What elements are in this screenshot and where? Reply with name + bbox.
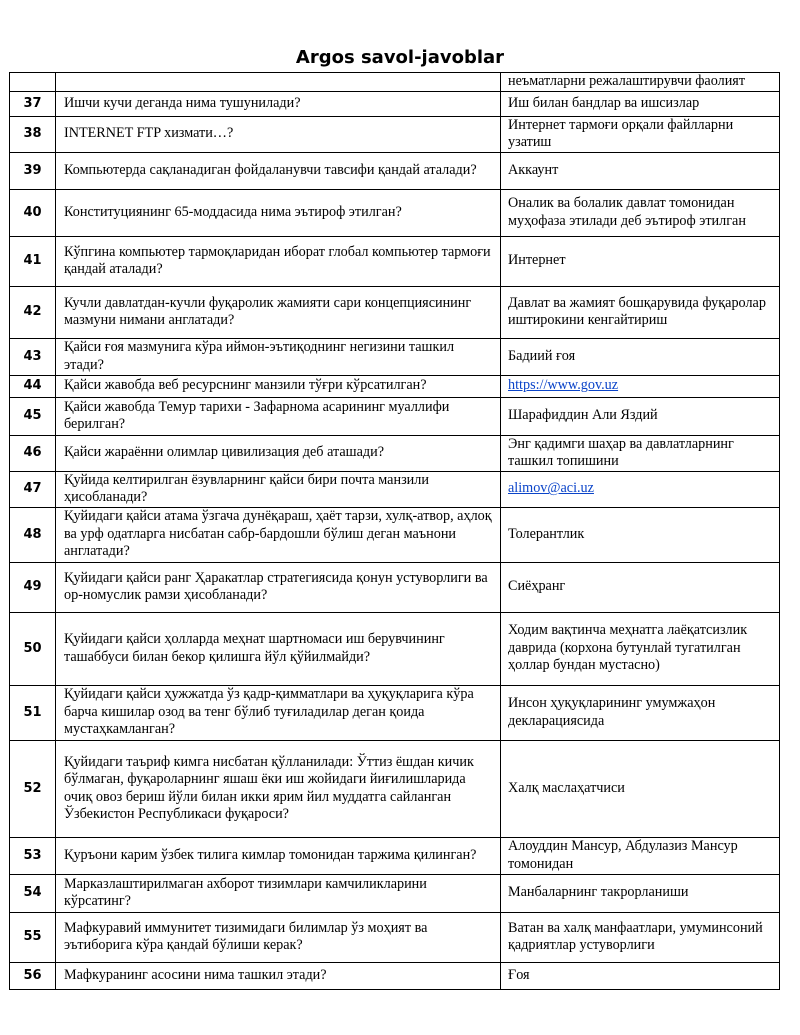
answer-cell: Шарафиддин Али Яздий	[501, 397, 780, 435]
question-text: Мафкуравий иммунитет тизимидаги билимлар ўз моҳият ва эътиборига кўра қандай бўлиши керак?	[56, 912, 501, 962]
question-number	[10, 73, 56, 92]
table-row	[10, 912, 780, 962]
qa-table-body	[10, 73, 780, 990]
question-text: Қуйидаги таъриф кимга нисбатан қўлланилади: Ўттиз ёшдан кичик бўлмаган, фуқароларнинг яшаш ёки иш жойидаги йиғилишларида очиқ овоз бериш йўли билан икки ярим йил муддатга сайланган Ўзбекистон Республикаси фуқароси?	[56, 740, 501, 837]
question-number: 38	[10, 116, 56, 152]
table-row	[10, 397, 780, 435]
question-text: Қайси жараённи олимлар цивилизация деб аташади?	[56, 435, 501, 471]
question-text: Марказлаштирилмаган ахборот тизимлари камчиликларини кўрсатинг?	[56, 874, 501, 912]
answer-cell: Ватан ва халқ манфаатлари, умуминсоний қадриятлар устуворлиги	[501, 912, 780, 962]
question-text: Қуйида келтирилган ёзувларнинг қайси бири почта манзили ҳисобланади?	[56, 471, 501, 507]
question-number: 46	[10, 435, 56, 471]
question-text: INTERNET FTP хизмати…?	[56, 116, 501, 152]
question-number: 43	[10, 338, 56, 375]
question-text: Кучли давлатдан-кучли фуқаролик жамияти сари концепциясининг мазмуни нимани англатади?	[56, 286, 501, 338]
table-row	[10, 685, 780, 740]
answer-cell: Манбаларнинг такрорланиши	[501, 874, 780, 912]
table-row	[10, 375, 780, 397]
answer-cell: Халқ маслаҳатчиси	[501, 740, 780, 837]
question-number: 53	[10, 837, 56, 874]
question-number: 48	[10, 507, 56, 562]
question-number: 51	[10, 685, 56, 740]
question-text: Қуйидаги қайси ҳужжатда ўз қадр-қимматлари ва ҳуқуқларига кўра барча кишилар озод ва тенг бўлиб туғиладилар деган қоида мустаҳкамланган?	[56, 685, 501, 740]
question-text: Қуйидаги қайси ҳолларда меҳнат шартномаси иш берувчининг ташаббуси билан бекор қилишга йўл қўйилмайди?	[56, 612, 501, 685]
answer-cell: Алоуддин Мансур, Абдулазиз Мансур томонидан	[501, 837, 780, 874]
table-row	[10, 236, 780, 286]
qa-table	[9, 72, 780, 990]
answer-cell: Давлат ва жамият бошқарувида фуқаролар иштирокини кенгайтириш	[501, 286, 780, 338]
table-row	[10, 116, 780, 152]
table-row	[10, 152, 780, 189]
answer-link[interactable]: https://www.gov.uz	[508, 377, 619, 394]
table-row	[10, 562, 780, 612]
table-row	[10, 286, 780, 338]
table-row	[10, 189, 780, 236]
table-row	[10, 874, 780, 912]
question-number: 45	[10, 397, 56, 435]
question-text: Қуйидаги қайси ранг Ҳаракатлар стратегиясида қонун устуворлиги ва ор-номуслик рамзи ҳисобланади?	[56, 562, 501, 612]
table-row	[10, 91, 780, 116]
answer-cell: Интернет	[501, 236, 780, 286]
question-text: Ишчи кучи деганда нима тушунилади?	[56, 91, 501, 116]
answer-cell: Иш билан бандлар ва ишсизлар	[501, 91, 780, 116]
question-number: 47	[10, 471, 56, 507]
table-row	[10, 837, 780, 874]
answer-cell: Интернет тармоғи орқали файлларни узатиш	[501, 116, 780, 152]
table-row	[10, 73, 780, 92]
answer-cell	[501, 471, 780, 507]
table-row	[10, 338, 780, 375]
table-row	[10, 435, 780, 471]
question-number: 55	[10, 912, 56, 962]
answer-cell: Инсон ҳуқуқларининг умумжаҳон декларациясида	[501, 685, 780, 740]
question-number: 39	[10, 152, 56, 189]
question-number: 52	[10, 740, 56, 837]
question-text: Қайси жавобда веб ресурснинг манзили тўғри кўрсатилган?	[56, 375, 501, 397]
answer-cell: Сиёҳранг	[501, 562, 780, 612]
answer-cell: Аккаунт	[501, 152, 780, 189]
question-text: Конституциянинг 65-моддасида нима эътироф этилган?	[56, 189, 501, 236]
question-text: Қайси жавобда Темур тарихи - Зафарнома асарининг муаллифи берилган?	[56, 397, 501, 435]
question-number: 44	[10, 375, 56, 397]
question-number: 42	[10, 286, 56, 338]
table-row	[10, 507, 780, 562]
question-text: Қуйидаги қайси атама ўзгача дунёқараш, ҳаёт тарзи, хулқ-атвор, аҳлоқ ва урф одатларга нисбатан сабр-бардошли бўлиш деган маънони англатади?	[56, 507, 501, 562]
answer-cell: неъматларни режалаштирувчи фаолият	[501, 73, 780, 92]
answer-cell: Ходим вақтинча меҳнатга лаёқатсизлик даврида (корхона бутунлай тугатилган ҳоллар бундан мустасно)	[501, 612, 780, 685]
question-number: 50	[10, 612, 56, 685]
question-text	[56, 73, 501, 92]
question-text: Кўпгина компьютер тармоқларидан иборат глобал компьютер тармоғи қандай аталади?	[56, 236, 501, 286]
page-title: Argos savol-javoblar	[295, 47, 505, 68]
question-number: 40	[10, 189, 56, 236]
table-row	[10, 612, 780, 685]
answer-cell	[501, 375, 780, 397]
question-number: 56	[10, 962, 56, 989]
answer-cell: Оналик ва болалик давлат томонидан муҳофаза этилади деб эътироф этилган	[501, 189, 780, 236]
question-text: Қуръони карим ўзбек тилига кимлар томонидан таржима қилинган?	[56, 837, 501, 874]
question-number: 54	[10, 874, 56, 912]
answer-cell: Ғоя	[501, 962, 780, 989]
question-text: Қайси ғоя мазмунига кўра иймон-эътиқоднинг негизини ташкил этади?	[56, 338, 501, 375]
table-row	[10, 471, 780, 507]
question-number: 49	[10, 562, 56, 612]
table-row	[10, 962, 780, 989]
question-number: 41	[10, 236, 56, 286]
question-text: Мафкуранинг асосини нима ташкил этади?	[56, 962, 501, 989]
table-row	[10, 740, 780, 837]
question-text: Компьютерда сақланадиган фойдаланувчи тавсифи қандай аталади?	[56, 152, 501, 189]
answer-cell: Толерантлик	[501, 507, 780, 562]
answer-cell: Бадиий ғоя	[501, 338, 780, 375]
answer-link[interactable]: alimov@aci.uz	[508, 480, 594, 497]
answer-cell: Энг қадимги шаҳар ва давлатларнинг ташкил топишини	[501, 435, 780, 471]
question-number: 37	[10, 91, 56, 116]
